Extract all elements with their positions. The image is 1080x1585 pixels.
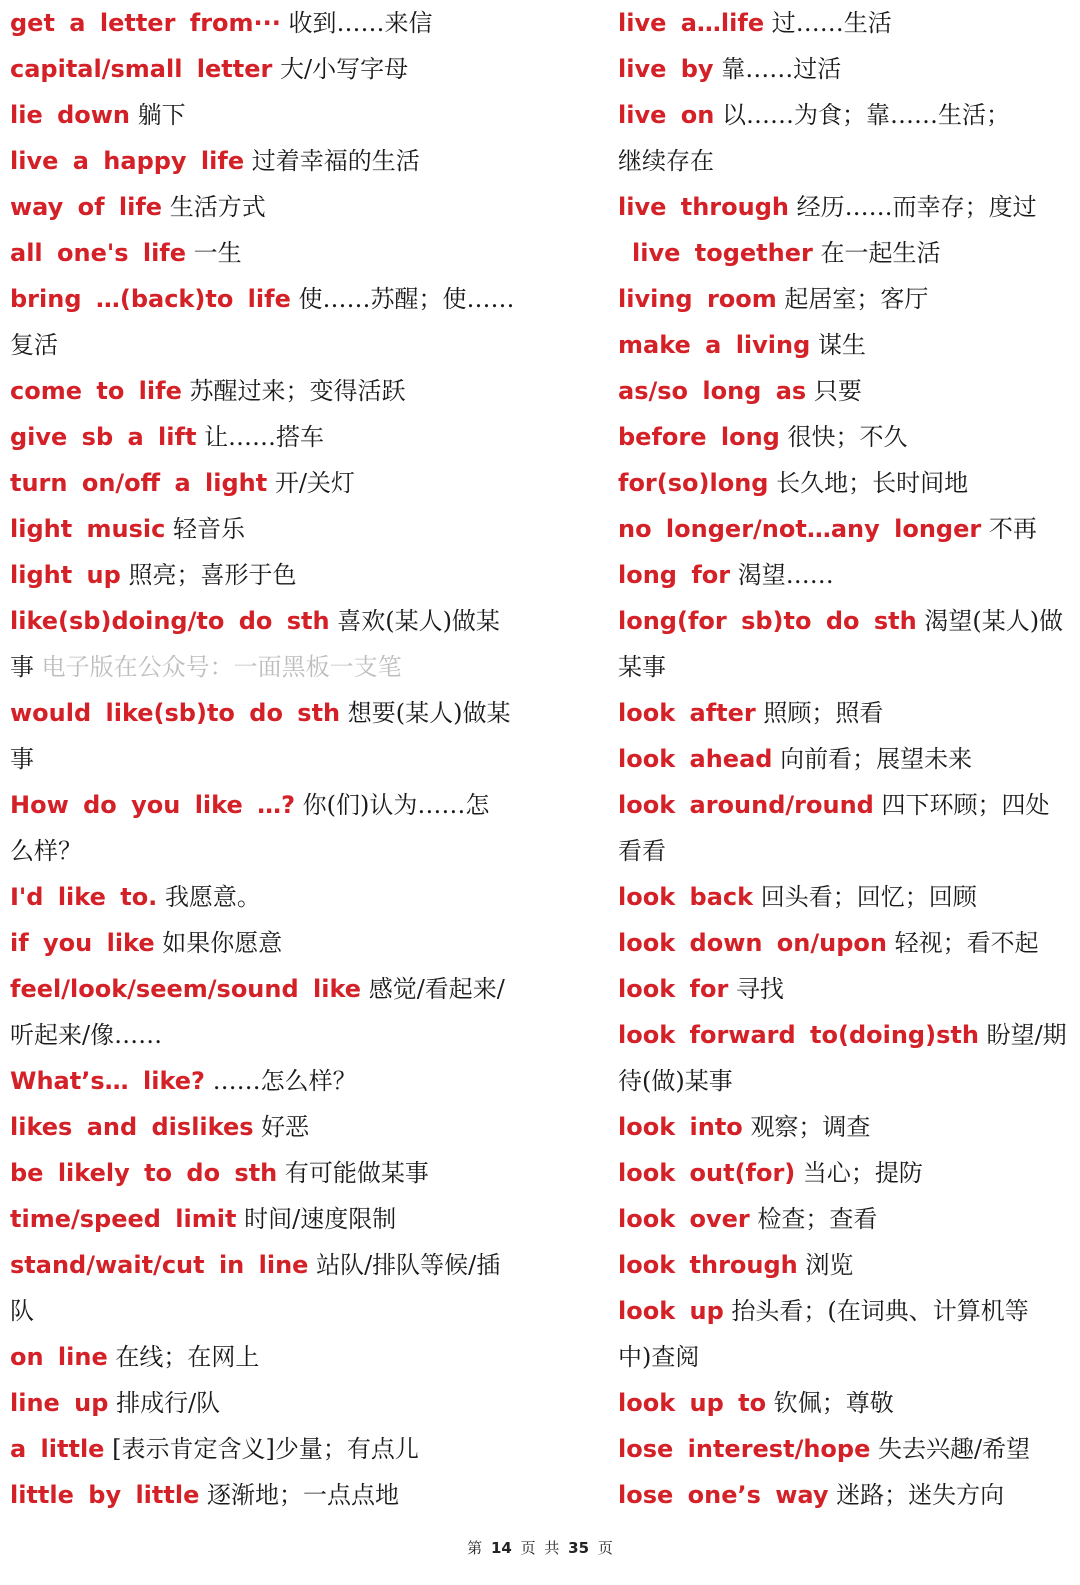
meaning: 回头看；回忆；回顾 [760, 883, 977, 911]
entry-line [618, 1012, 1068, 1058]
phrase: give sb a lift [10, 423, 197, 451]
meaning: 向前看；展望未来 [780, 745, 973, 773]
vocab-entry [618, 552, 1068, 598]
vocab-entry [10, 46, 522, 92]
vocab-entry [618, 598, 1068, 690]
meaning: 逐渐地；一点点地 [206, 1481, 399, 1509]
vocab-entry [618, 0, 1068, 46]
footer-mid: 页 共 [520, 1539, 560, 1557]
entry-line [618, 966, 1068, 1012]
phrase: get a letter from··· [10, 9, 281, 37]
entry-line [618, 552, 1068, 598]
phrase: way of life [10, 193, 163, 221]
entry-line-continued [10, 1012, 522, 1058]
entry-line [10, 230, 522, 276]
entry-line-continued [10, 1288, 522, 1334]
vocab-entry [10, 1104, 522, 1150]
meaning: 一生 [193, 239, 242, 267]
meaning: 站队/排队等候/插 [316, 1251, 501, 1279]
phrase: look for [618, 975, 729, 1003]
phrase: look into [618, 1113, 743, 1141]
vocab-entry [618, 460, 1068, 506]
phrase: living room [618, 285, 777, 313]
vocab-entry [10, 276, 522, 368]
entry-line [10, 552, 522, 598]
meaning: 渴望…… [737, 561, 834, 589]
footer-prefix: 第 [467, 1539, 483, 1557]
entry-line [618, 598, 1068, 644]
vocab-entry [618, 322, 1068, 368]
entry-line [618, 92, 1068, 138]
meaning: 当心；提防 [802, 1159, 923, 1187]
meaning: 寻找 [735, 975, 784, 1003]
meaning-continued: 中)查阅 [618, 1343, 700, 1371]
vocab-entry [10, 966, 522, 1058]
meaning: ……怎么样？ [212, 1067, 357, 1095]
vocab-entry [618, 92, 1068, 184]
entry-line [618, 1104, 1068, 1150]
entry-line [10, 506, 522, 552]
phrase: if you like [10, 929, 155, 957]
phrase: before long [618, 423, 780, 451]
phrase: look up [618, 1297, 724, 1325]
meaning: 让……搭车 [204, 423, 325, 451]
entry-line [10, 690, 522, 736]
phrase: make a living [618, 331, 811, 359]
meaning: 你(们)认为……怎 [302, 791, 490, 819]
vocab-entry [618, 1012, 1068, 1104]
entry-line [10, 598, 522, 644]
meaning: 浏览 [805, 1251, 854, 1279]
entry-line [618, 230, 1068, 276]
entry-line-continued [10, 644, 522, 690]
entry-line [618, 736, 1068, 782]
vocab-entry [618, 1104, 1068, 1150]
entry-line [10, 1196, 522, 1242]
vocab-entry [618, 1288, 1068, 1380]
phrase: live a happy life [10, 147, 245, 175]
meaning: 在线；在网上 [115, 1343, 260, 1371]
vocab-entry [618, 690, 1068, 736]
entry-line [618, 506, 1068, 552]
entry-line [618, 1380, 1068, 1426]
meaning: 排成行/队 [116, 1389, 221, 1417]
meaning: 经历……而幸存；度过 [796, 193, 1037, 221]
phrase: turn on/off a light [10, 469, 268, 497]
vocab-entry [618, 782, 1068, 874]
entry-line [10, 368, 522, 414]
meaning: 四下环顾；四处 [881, 791, 1050, 819]
entry-line [618, 276, 1068, 322]
entry-line-continued [618, 828, 1068, 874]
entry-line [618, 184, 1068, 230]
entry-line [10, 92, 522, 138]
vocab-entry [10, 460, 522, 506]
entry-line [618, 368, 1068, 414]
entry-line [618, 0, 1068, 46]
right-column [618, 0, 1068, 1518]
vocab-entry [10, 230, 522, 276]
vocab-entry [618, 1426, 1068, 1472]
meaning: 钦佩；尊敬 [773, 1389, 894, 1417]
phrase: capital/small letter [10, 55, 273, 83]
entry-line [10, 138, 522, 184]
vocab-entry [10, 506, 522, 552]
vocab-entry [618, 230, 1068, 276]
entry-line [10, 1472, 522, 1518]
entry-line [10, 1104, 522, 1150]
entry-line-continued [618, 1058, 1068, 1104]
meaning-continued: 队 [10, 1297, 34, 1325]
meaning: 大/小写字母 [280, 55, 409, 83]
phrase: light music [10, 515, 166, 543]
entry-line [618, 46, 1068, 92]
phrase: light up [10, 561, 121, 589]
vocab-entry [10, 414, 522, 460]
vocab-entry [10, 138, 522, 184]
vocab-entry [10, 1426, 522, 1472]
meaning: 长久地；长时间地 [776, 469, 969, 497]
vocab-entry [10, 92, 522, 138]
vocab-entry [10, 1058, 522, 1104]
vocab-entry [10, 368, 522, 414]
page-total: 35 [568, 1539, 590, 1557]
entry-line-continued [618, 138, 1068, 184]
vocab-entry [618, 184, 1068, 230]
phrase: all one's life [10, 239, 187, 267]
phrase: How do you like …? [10, 791, 296, 819]
phrase: line up [10, 1389, 109, 1417]
meaning: 躺下 [137, 101, 186, 129]
meaning: 好恶 [261, 1113, 310, 1141]
vocab-entry [10, 1472, 522, 1518]
entry-line-continued [10, 828, 522, 874]
meaning: 渴望(某人)做 [924, 607, 1064, 635]
phrase: long for [618, 561, 731, 589]
vocab-entry [10, 920, 522, 966]
entry-line [618, 414, 1068, 460]
entry-line [10, 920, 522, 966]
phrase: little by little [10, 1481, 200, 1509]
meaning: 感觉/看起来/ [368, 975, 505, 1003]
vocab-entry [10, 782, 522, 874]
entry-line [618, 1242, 1068, 1288]
meaning: 喜欢(某人)做某 [337, 607, 500, 635]
vocab-entry [10, 0, 522, 46]
meaning-continued: 某事 [618, 653, 666, 681]
meaning: 抬头看；(在词典、计算机等 [731, 1297, 1029, 1325]
entry-line [618, 690, 1068, 736]
vocab-entry [10, 1150, 522, 1196]
meaning: 盼望/期 [986, 1021, 1067, 1049]
entry-line [10, 1058, 522, 1104]
meaning: 想要(某人)做某 [347, 699, 511, 727]
meaning: 起居室；客厅 [784, 285, 929, 313]
vocab-entry [618, 276, 1068, 322]
meaning: 在一起生活 [820, 239, 941, 267]
entry-line [10, 276, 522, 322]
meaning-continued: 看看 [618, 837, 666, 865]
vocab-entry [618, 1150, 1068, 1196]
entry-line [618, 920, 1068, 966]
vocab-entry [10, 1380, 522, 1426]
meaning: 收到……来信 [288, 9, 433, 37]
meaning: 如果你愿意 [162, 929, 283, 957]
entry-line [618, 1196, 1068, 1242]
meaning: 以……为食；靠……生活； [721, 101, 1010, 129]
phrase: lose one’s way [618, 1481, 829, 1509]
phrase: look over [618, 1205, 750, 1233]
entry-line [10, 1426, 522, 1472]
phrase: live together [632, 239, 813, 267]
meaning: 开/关灯 [274, 469, 355, 497]
vocab-entry [10, 690, 522, 782]
phrase: look up to [618, 1389, 767, 1417]
footer-suffix: 页 [597, 1539, 613, 1557]
meaning: 检查；查看 [757, 1205, 878, 1233]
entry-line [618, 1426, 1068, 1472]
meaning-continued: 继续存在 [618, 147, 714, 175]
meaning: 失去兴趣/希望 [878, 1435, 1031, 1463]
phrase: look after [618, 699, 756, 727]
meaning: 不再 [988, 515, 1037, 543]
phrase: feel/look/seem/sound like [10, 975, 362, 1003]
phrase: look ahead [618, 745, 773, 773]
phrase: lose interest/hope [618, 1435, 871, 1463]
meaning: 时间/速度限制 [244, 1205, 397, 1233]
phrase: come to life [10, 377, 182, 405]
phrase: look down on/upon [618, 929, 887, 957]
phrase: look forward to(doing)sth [618, 1021, 979, 1049]
meaning: 很快；不久 [787, 423, 908, 451]
entry-line-continued [618, 644, 1068, 690]
phrase: live through [618, 193, 789, 221]
meaning: 生活方式 [169, 193, 266, 221]
entry-line [10, 782, 522, 828]
meaning-continued: 复活 [10, 331, 58, 359]
meaning-continued: 事 [10, 745, 34, 773]
entry-line [618, 1150, 1068, 1196]
phrase: live by [618, 55, 714, 83]
entry-line [618, 460, 1068, 506]
vocab-entry [618, 46, 1068, 92]
vocab-entry [618, 414, 1068, 460]
vocab-entry [618, 874, 1068, 920]
meaning: 观察；调查 [750, 1113, 871, 1141]
phrase: look out(for) [618, 1159, 796, 1187]
vocab-entry [10, 874, 522, 920]
vocab-entry [10, 598, 522, 690]
entry-line [10, 1380, 522, 1426]
phrase: on line [10, 1343, 108, 1371]
vocab-entry [618, 506, 1068, 552]
vocab-entry [618, 966, 1068, 1012]
meaning: 轻视；看不起 [894, 929, 1039, 957]
phrase: as/so long as [618, 377, 807, 405]
phrase: live on [618, 101, 715, 129]
meaning: 照亮；喜形于色 [128, 561, 297, 589]
meaning: 轻音乐 [173, 515, 246, 543]
meaning: 迷路；迷失方向 [836, 1481, 1005, 1509]
left-column [10, 0, 522, 1518]
phrase: What’s… like? [10, 1067, 205, 1095]
vocab-entry [618, 1380, 1068, 1426]
meaning: [表示肯定含义]少量；有点儿 [112, 1435, 419, 1463]
vocab-entry [618, 736, 1068, 782]
entry-line [10, 1334, 522, 1380]
meaning: 靠……过活 [721, 55, 842, 83]
page-footer [0, 1537, 1080, 1558]
meaning: 过着幸福的生活 [251, 147, 420, 175]
phrase: likes and dislikes [10, 1113, 254, 1141]
phrase: look through [618, 1251, 798, 1279]
entry-line-continued [10, 322, 522, 368]
meaning: 谋生 [817, 331, 866, 359]
entry-line [10, 1242, 522, 1288]
entry-line-continued [10, 736, 522, 782]
meaning: 我愿意。 [164, 883, 261, 911]
phrase: for(so)long [618, 469, 769, 497]
vocab-entry [10, 184, 522, 230]
vocab-entry [10, 1196, 522, 1242]
entry-line [10, 874, 522, 920]
meaning-continued: 听起来/像…… [10, 1021, 163, 1049]
entry-line [618, 782, 1068, 828]
vocab-entry [618, 1196, 1068, 1242]
entry-line [10, 460, 522, 506]
meaning: 照顾；照看 [763, 699, 884, 727]
entry-line [618, 874, 1068, 920]
phrase: long(for sb)to do sth [618, 607, 917, 635]
meaning-continued: 待(做)某事 [618, 1067, 733, 1095]
phrase: like(sb)doing/to do sth [10, 607, 330, 635]
phrase: would like(sb)to do sth [10, 699, 341, 727]
phrase: live a…life [618, 9, 765, 37]
page-number: 14 [490, 1539, 512, 1557]
phrase: look around/round [618, 791, 874, 819]
phrase: be likely to do sth [10, 1159, 278, 1187]
meaning-continued: 么样？ [10, 837, 82, 865]
phrase: bring …(back)to life [10, 285, 291, 313]
vocab-entry [10, 552, 522, 598]
meaning: 过……生活 [771, 9, 892, 37]
entry-line [618, 1288, 1068, 1334]
entry-line [10, 46, 522, 92]
meaning-continued: 事 [10, 653, 34, 681]
vocab-entry [618, 1472, 1068, 1518]
entry-line [10, 966, 522, 1012]
vocab-entry [618, 368, 1068, 414]
meaning: 只要 [813, 377, 862, 405]
meaning: 有可能做某事 [284, 1159, 429, 1187]
vocab-entry [618, 920, 1068, 966]
meaning: 苏醒过来；变得活跃 [189, 377, 406, 405]
entry-line [10, 1150, 522, 1196]
entry-line-continued [618, 1334, 1068, 1380]
vocab-entry [10, 1334, 522, 1380]
vocab-entry [618, 1242, 1068, 1288]
vocab-entry [10, 1242, 522, 1334]
meaning: 使……苏醒；使…… [298, 285, 515, 313]
phrase: look back [618, 883, 754, 911]
phrase: no longer/not…any longer [618, 515, 982, 543]
phrase: lie down [10, 101, 131, 129]
phrase: stand/wait/cut in line [10, 1251, 309, 1279]
phrase: time/speed limit [10, 1205, 237, 1233]
entry-line [10, 184, 522, 230]
watermark-note: 电子版在公众号：一面黑板一支笔 [41, 653, 402, 681]
entry-line [10, 414, 522, 460]
entry-line [618, 322, 1068, 368]
phrase: a little [10, 1435, 105, 1463]
entry-line [10, 0, 522, 46]
phrase: I'd like to. [10, 883, 158, 911]
entry-line [618, 1472, 1068, 1518]
